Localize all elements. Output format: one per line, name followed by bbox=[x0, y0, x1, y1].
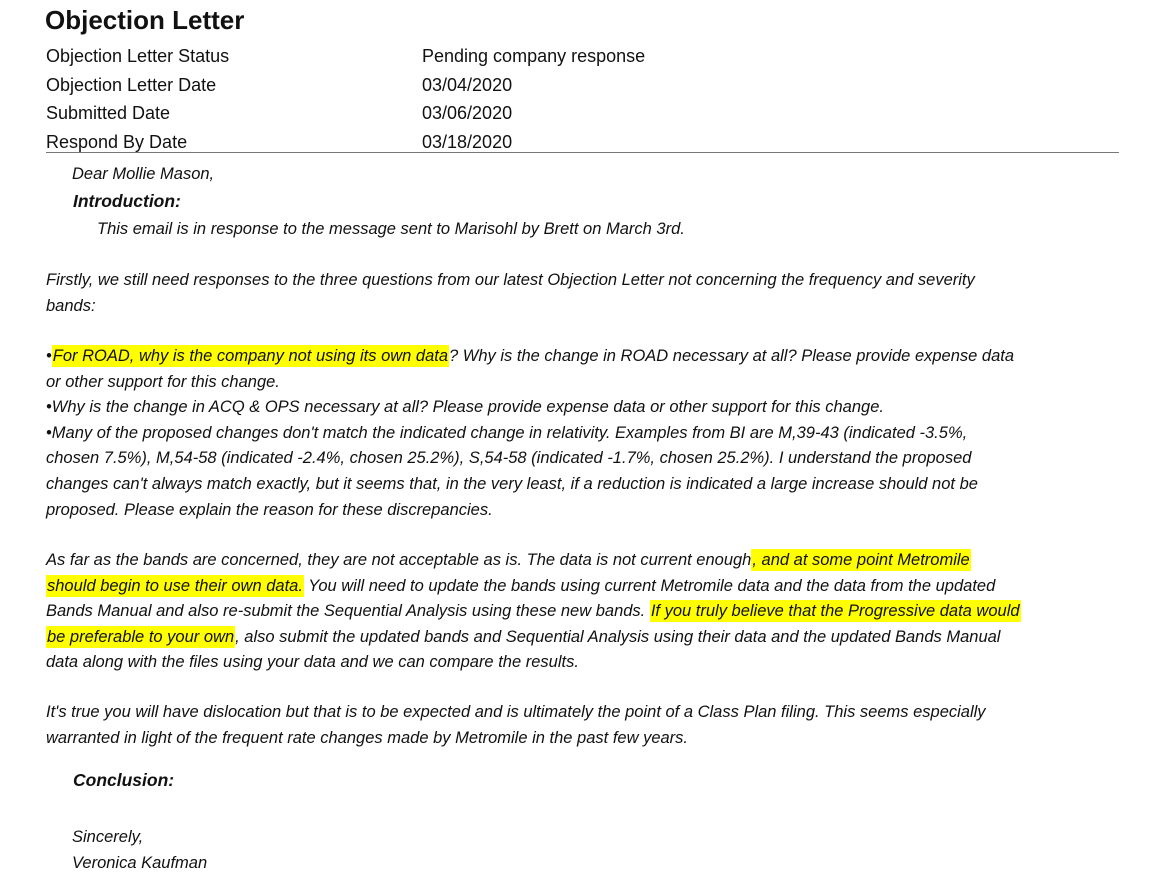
text-line: proposed. Please explain the reason for these discrepancies. bbox=[46, 500, 493, 519]
question-acq-ops: •Why is the change in ACQ & OPS necessary at all? Please provide expense data or other support for this change. bbox=[46, 398, 884, 417]
letter-date-label: Objection Letter Date bbox=[46, 74, 217, 95]
signer-name: Veronica Kaufman bbox=[72, 854, 208, 872]
bullet: • bbox=[46, 347, 52, 365]
conclusion-heading: Conclusion: bbox=[73, 770, 175, 790]
paragraph-bands bbox=[46, 548, 1136, 676]
text-line: or other support for this change. bbox=[46, 372, 280, 391]
submitted-date-row bbox=[46, 99, 1119, 128]
status-label: Objection Letter Status bbox=[46, 46, 230, 66]
text-line bbox=[46, 599, 1136, 625]
paragraph-outstanding-questions bbox=[46, 268, 1136, 319]
letter-date-row bbox=[46, 71, 1119, 100]
introduction-heading: Introduction: bbox=[73, 191, 181, 211]
question-list bbox=[46, 344, 1136, 523]
text-line bbox=[46, 548, 1136, 574]
text-line: changes can't always match exactly, but it seems that, in the very least, if a reduction is indicated a large increase should not be bbox=[46, 474, 978, 493]
text-line bbox=[46, 574, 1136, 600]
text-line: data along with the files using your data and we can compare the results. bbox=[46, 653, 579, 672]
question-road bbox=[46, 344, 1136, 370]
text-segment: As far as the bands are concerned, they are not acceptable as is. The data is not current enough bbox=[46, 551, 752, 569]
status-row bbox=[46, 42, 1119, 71]
text-segment: Bands Manual and also re-submit the Sequential Analysis using these new bands. bbox=[46, 602, 650, 621]
text-line: bands: bbox=[46, 296, 96, 315]
text-segment: You will need to update the bands using current Metromile data and the data from the updated bbox=[303, 576, 996, 595]
highlighted-text: , and at some point Metromile bbox=[752, 551, 970, 569]
highlighted-text: be preferable to your own bbox=[47, 627, 235, 646]
highlighted-text: If you truly believe that the Progressive data would bbox=[650, 602, 1020, 621]
submitted-date-label: Submitted Date bbox=[46, 103, 171, 124]
text-segment: , also submit the updated bands and Sequential Analysis using their data and the updated Bands Manual bbox=[235, 627, 1001, 646]
letter-date-value: 03/04/2020 bbox=[422, 74, 513, 95]
text-line: chosen 7.5%), M,54-58 (indicated -2.4%, chosen 25.2%), S,54-58 (indicated -1.7%, chosen 25.2%). I understand the proposed bbox=[46, 449, 972, 468]
divider bbox=[46, 152, 1119, 153]
text-line: It's true you will have dislocation but that is to be expected and is ultimately the point of a Class Plan filing. This seems especially bbox=[46, 703, 986, 721]
introduction-text: This email is in response to the message sent to Marisohl by Brett on March 3rd. bbox=[97, 220, 685, 238]
greeting: Dear Mollie Mason, bbox=[72, 165, 215, 183]
status-value: Pending company response bbox=[422, 46, 646, 66]
text-line bbox=[46, 625, 1136, 651]
submitted-date-value: 03/06/2020 bbox=[422, 103, 513, 124]
highlighted-text: should begin to use their own data. bbox=[47, 576, 303, 595]
question-relativity: •Many of the proposed changes don't match the indicated change in relativity. Examples from BI are M,39-43 (indicated -3.5%, bbox=[46, 423, 968, 442]
page-title: Objection Letter bbox=[45, 5, 245, 35]
text-line: Firstly, we still need responses to the three questions from our latest Objection Letter not concerning the frequency and severity bbox=[46, 271, 975, 289]
paragraph-dislocation bbox=[46, 700, 1136, 751]
text-line: warranted in light of the frequent rate changes made by Metromile in the past few years. bbox=[46, 728, 689, 747]
respond-by-value: 03/18/2020 bbox=[422, 132, 513, 153]
closing: Sincerely, bbox=[72, 828, 144, 846]
highlighted-text: For ROAD, why is the company not using its own data bbox=[52, 347, 449, 365]
respond-by-label: Respond By Date bbox=[46, 132, 188, 153]
letter-metadata bbox=[46, 42, 1119, 157]
text-segment: ? Why is the change in ROAD necessary at all? Please provide expense data bbox=[449, 347, 1015, 365]
